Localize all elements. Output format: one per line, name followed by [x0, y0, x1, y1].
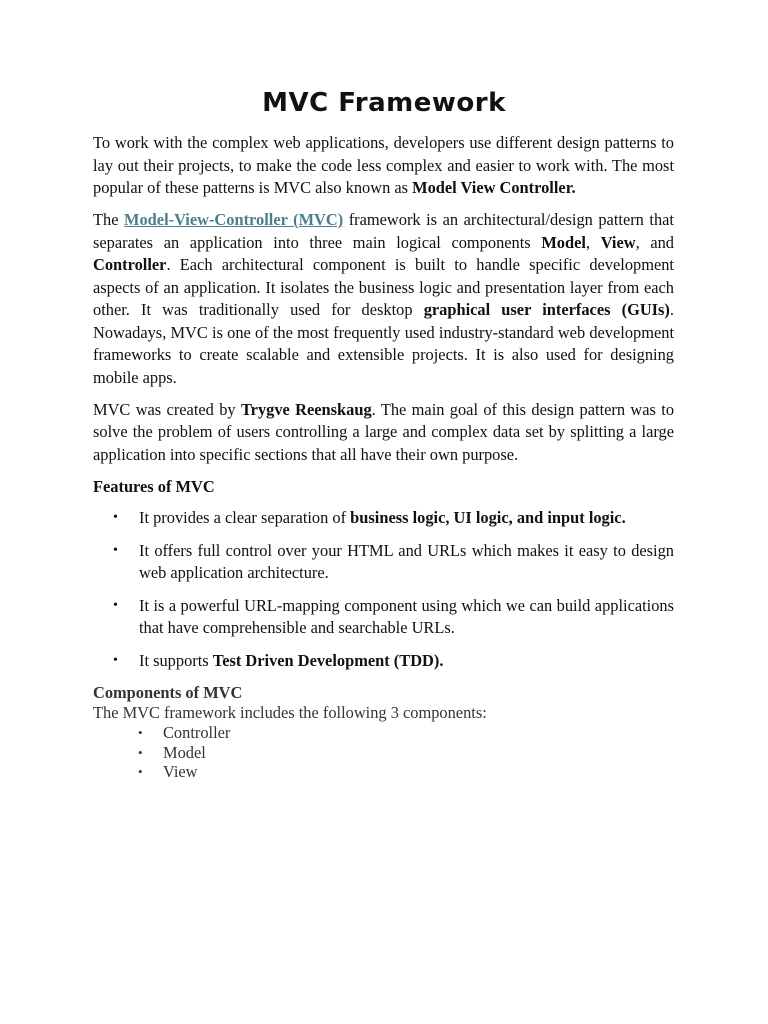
- feature-text: It is a powerful URL-mapping component using which we can build applications that have comprehensible and searchable URLs.: [139, 595, 674, 637]
- list-item: • View: [93, 762, 674, 782]
- history-text: . The main goal of this design pattern was to solve the problem of users controlling a large and complex data set by splitting a large application into specific sections that all have their own purpose.: [93, 399, 675, 464]
- intro-paragraph: [93, 132, 674, 200]
- components-list: [93, 723, 674, 782]
- term-gui: graphical user interfaces (GUIs): [423, 300, 670, 319]
- feature-text: It supports: [139, 650, 213, 670]
- term-model: Model: [541, 232, 586, 252]
- term-controller: Controller: [93, 255, 167, 274]
- creator-name: Trygve Reenskaug: [240, 399, 372, 419]
- history-lead: MVC was created by: [93, 399, 241, 419]
- comma-2: , and: [635, 232, 674, 252]
- page-title: MVC Framework: [262, 88, 506, 118]
- definition-text-3: . Nowadays, MVC is one of the most frequently used industry-standard web development frameworks to create scalable and extensible projects. It is also used for designing mobile apps.: [93, 300, 674, 387]
- components-heading: Components of MVC: [93, 683, 243, 702]
- term-view: View: [600, 232, 636, 252]
- intro-text: To work with the complex web applications, developers use different design patterns to lay out their projects, to make the code less complex and easier to work with. The most popular of these patterns is MVC also known as: [93, 133, 674, 197]
- features-heading: Features of MVC: [93, 476, 215, 496]
- list-item: [93, 507, 674, 530]
- feature-bold: Test Driven Development (TDD).: [212, 650, 444, 670]
- definition-text-1: framework is an architectural/design pattern that separates an application into three main logical components: [93, 210, 674, 252]
- history-paragraph: [93, 399, 674, 467]
- list-item: • Controller: [93, 723, 674, 743]
- feature-text: It provides a clear separation of: [139, 508, 351, 527]
- mvc-link[interactable]: Model-View-Controller (MVC): [124, 210, 344, 229]
- components-intro: The MVC framework includes the following 3 components:: [93, 703, 487, 722]
- features-list: [93, 507, 674, 672]
- document-body: [93, 132, 674, 782]
- feature-bold: business logic, UI logic, and input logic.: [350, 508, 626, 527]
- intro-bold-term: Model View Controller.: [412, 178, 576, 197]
- definition-lead: The: [93, 210, 125, 229]
- list-item: [93, 595, 674, 640]
- definition-text-2: . Each architectural component is built to handle specific development aspects of an application. It isolates the business logic and presentation layer from each other. It was traditionally used for desktop: [93, 255, 674, 319]
- list-item: [93, 650, 674, 673]
- comma-1: ,: [585, 232, 601, 252]
- list-item: • Model: [93, 743, 674, 763]
- feature-text: It offers full control over your HTML and URLs which makes it easy to design web application architecture.: [139, 540, 674, 582]
- mvc-definition-paragraph: [93, 209, 674, 389]
- components-section: [93, 682, 674, 782]
- list-item: [93, 540, 674, 585]
